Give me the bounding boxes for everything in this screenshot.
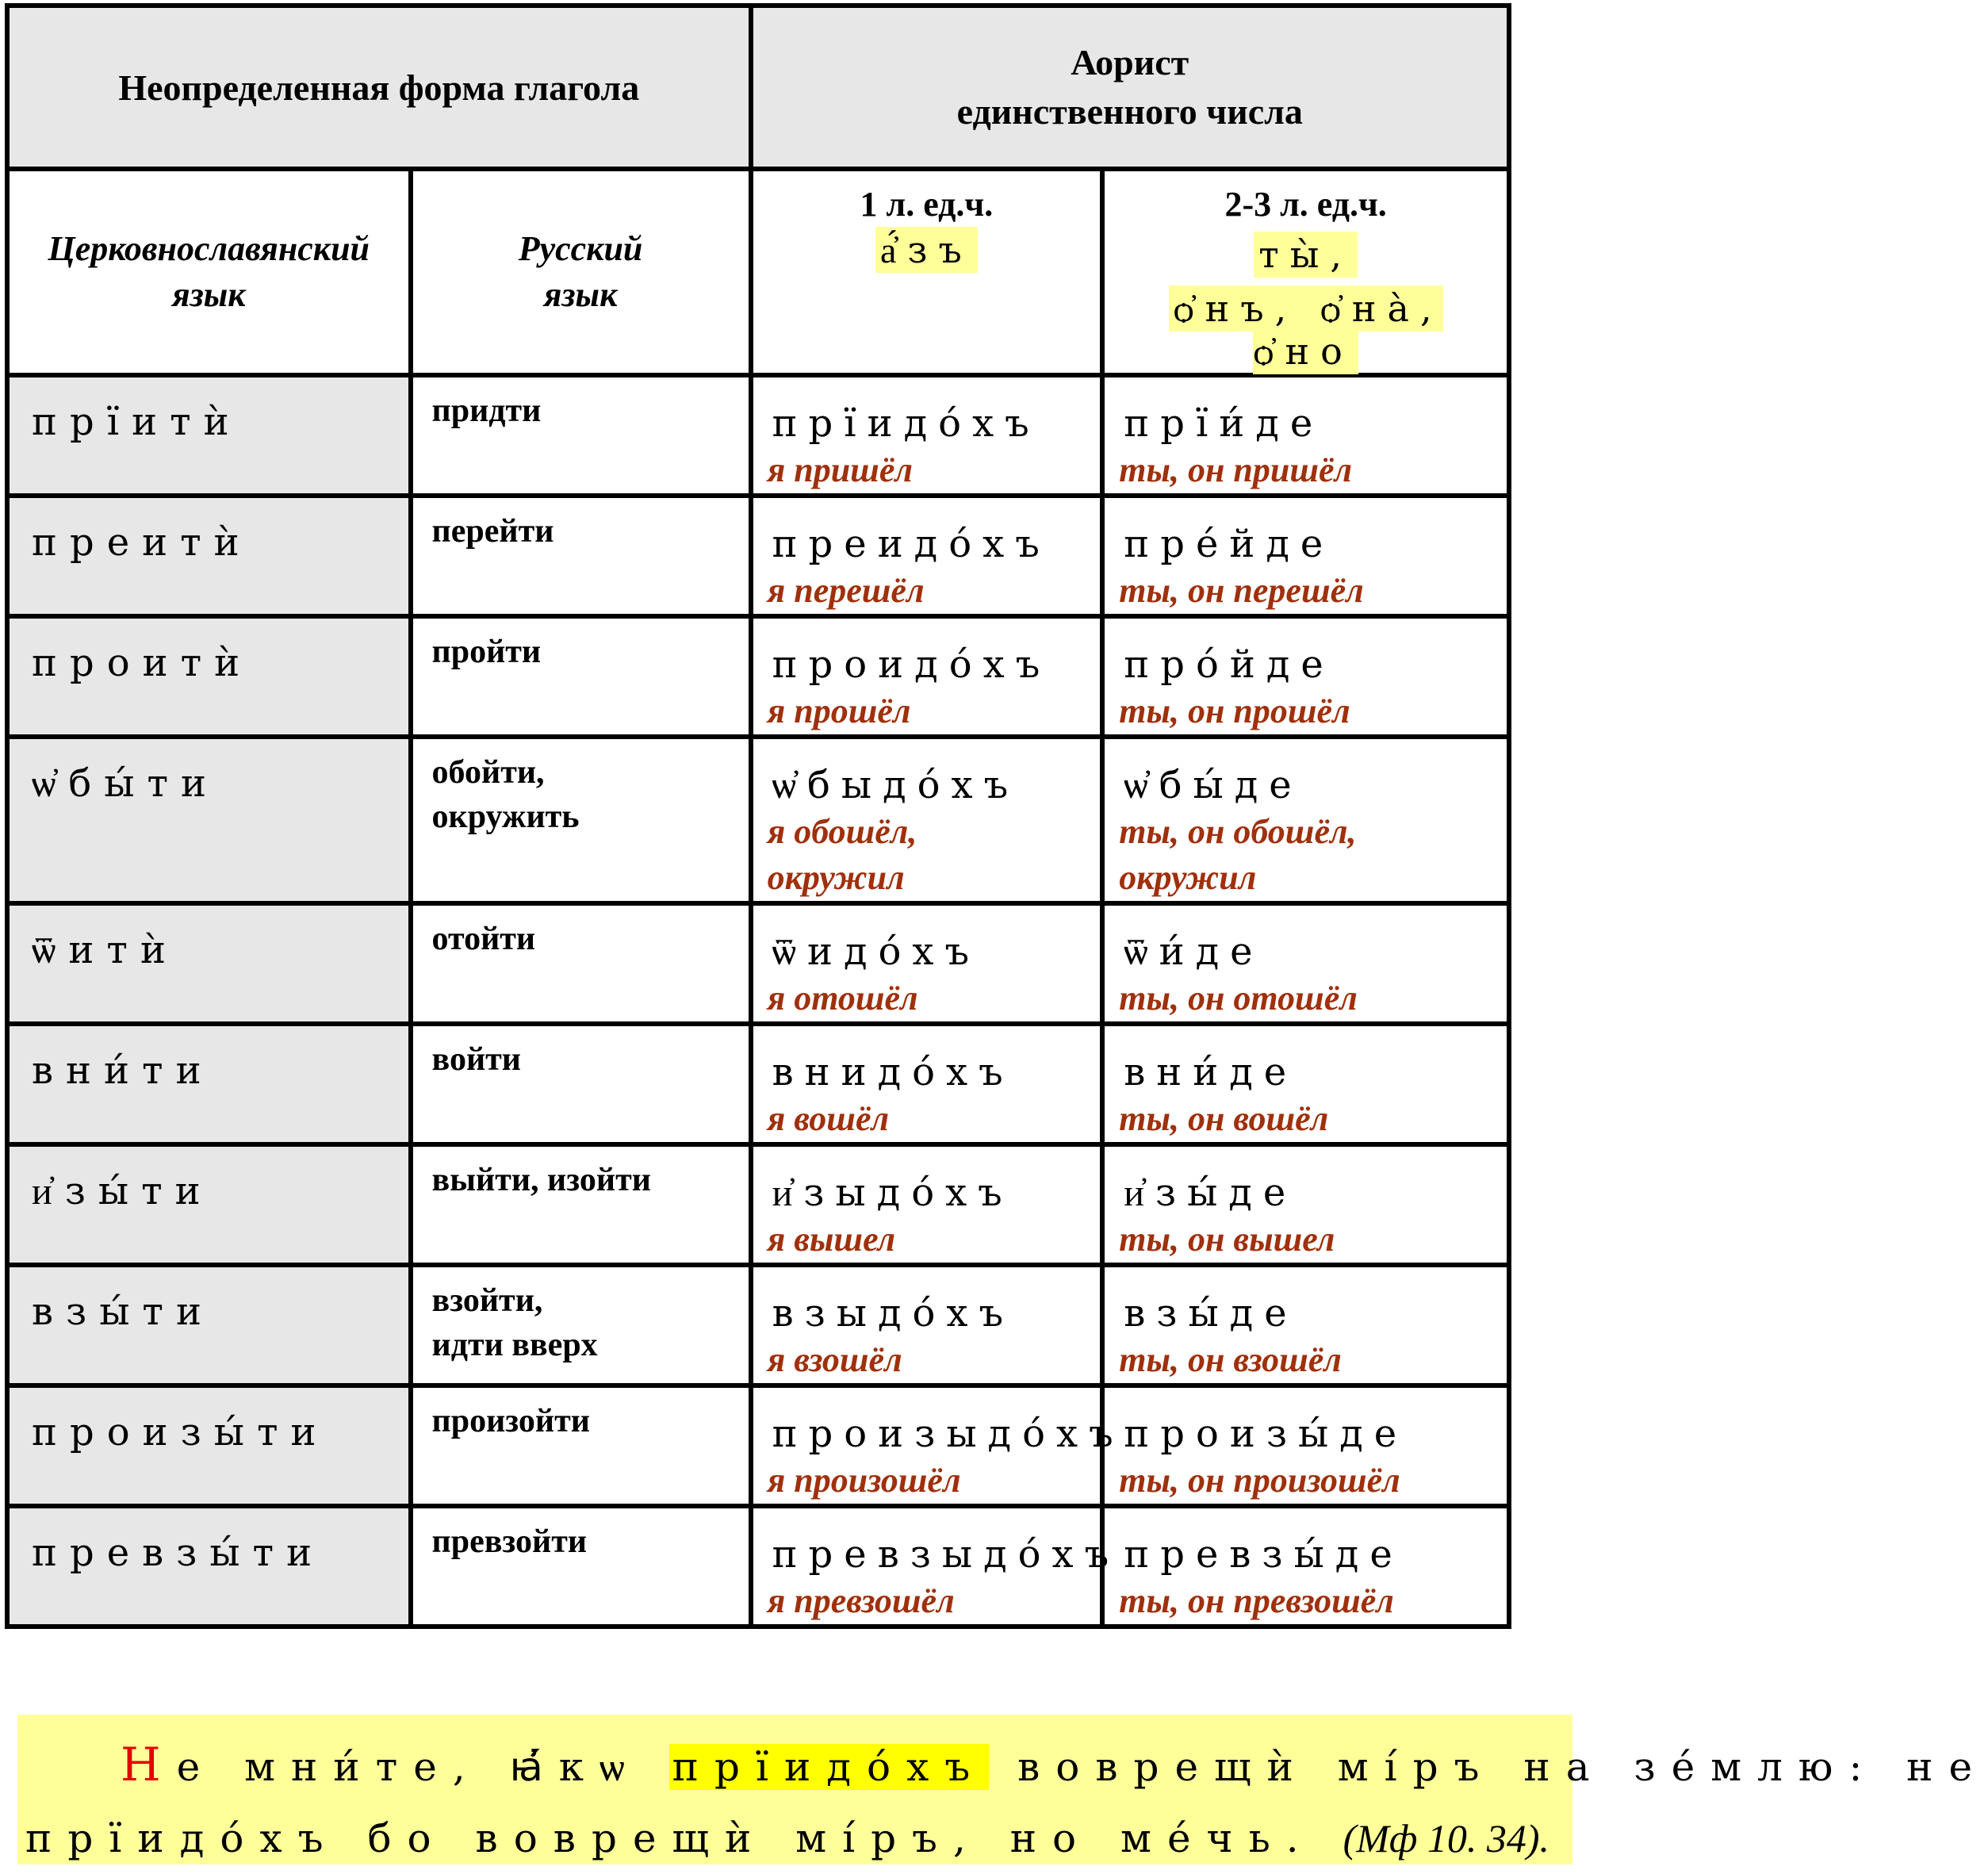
second-third-translation: ты, он обошёл, окружил [1119, 812, 1357, 897]
second-third-pronoun-1: ты̀, [1254, 232, 1358, 278]
first-person-cell [751, 616, 1103, 737]
ru-infinitive: обойти, окружить [431, 754, 580, 835]
first-person-translation: я перешёл [767, 571, 925, 610]
ru-infinitive-cell [411, 1144, 751, 1265]
subheader-first-person [751, 169, 1103, 375]
second-third-form: и҆зы́де [1124, 1171, 1297, 1215]
quote-initial: Н [121, 1738, 177, 1792]
csl-infinitive: вни́ти [32, 1048, 214, 1093]
second-third-form: прїи́де [1124, 401, 1324, 446]
csl-infinitive-cell [7, 496, 411, 616]
first-person-translation: я произошёл [767, 1461, 961, 1500]
ru-infinitive-cell [411, 496, 751, 616]
ru-infinitive-cell [411, 1265, 751, 1385]
second-third-person-cell [1102, 1024, 1509, 1144]
second-third-translation: ты, он отошёл [1119, 979, 1358, 1017]
first-person-translation: я обошёл, окружил [767, 812, 917, 897]
first-person-form: превзыдо́хъ [772, 1532, 1120, 1577]
ru-infinitive: выйти, изойти [431, 1162, 651, 1198]
first-person-cell [751, 1144, 1103, 1265]
second-third-form: превзы́де [1124, 1532, 1404, 1577]
first-person-form: взыдо́хъ [772, 1291, 1015, 1336]
second-third-person-cell [1102, 1265, 1509, 1385]
ru-infinitive-cell [411, 1506, 751, 1627]
csl-infinitive: и҆зы́ти [32, 1169, 213, 1213]
second-third-person-cell [1102, 616, 1509, 737]
quote-line1-b: воврещѝ мі́ръ на зе́млю: не [1017, 1744, 1988, 1790]
first-person-form: преидо́хъ [772, 522, 1051, 566]
second-third-form: про́йде [1124, 642, 1335, 687]
first-person-form: ѿидо́хъ [772, 929, 981, 974]
first-person-form: проидо́хъ [772, 642, 1051, 687]
first-person-form: произыдо́хъ [772, 1412, 1124, 1456]
second-third-label: 2-3 л. ед.ч. [1224, 185, 1387, 224]
ru-infinitive: произойти [431, 1403, 590, 1439]
header-aorist-line1: Аорист [1071, 42, 1189, 82]
second-third-person-cell [1102, 496, 1509, 616]
header-aorist-line2: единственного числа [956, 91, 1303, 132]
table-row [7, 1506, 1509, 1627]
first-person-translation: я пришёл [767, 450, 913, 489]
second-third-translation: ты, он взошёл [1119, 1340, 1342, 1379]
first-person-translation: я вышел [767, 1220, 896, 1259]
second-third-form: взы́де [1124, 1291, 1298, 1336]
verb-rows [7, 375, 1509, 1627]
first-person-cell [751, 1265, 1103, 1385]
csl-infinitive-cell [7, 1144, 411, 1265]
header-infinitive [7, 6, 751, 169]
ru-infinitive: войти [431, 1041, 521, 1078]
second-third-form: пре́йде [1124, 522, 1335, 566]
csl-infinitive: преитѝ [32, 520, 252, 565]
csl-infinitive: проитѝ [32, 641, 253, 685]
first-person-translation: я вошёл [767, 1099, 890, 1138]
first-person-translation: я взошёл [767, 1340, 902, 1379]
ru-infinitive: придти [431, 393, 542, 429]
first-person-translation: я отошёл [767, 979, 918, 1017]
subheader-second-third-person [1102, 169, 1509, 375]
second-third-translation: ты, он перешёл [1119, 571, 1364, 610]
subheader-csl [7, 169, 411, 375]
second-third-form: произы́де [1124, 1412, 1408, 1456]
second-third-pronoun-2: ѻ҆нъ, ѻ҆на̀, ѻ҆но [1169, 286, 1443, 374]
first-person-form: внидо́хъ [772, 1050, 1014, 1094]
table-row [7, 496, 1509, 616]
csl-infinitive-cell [7, 1265, 411, 1385]
second-third-translation: ты, он превзошёл [1119, 1581, 1394, 1620]
first-person-cell [751, 1024, 1103, 1144]
second-third-person-cell [1102, 1385, 1509, 1506]
csl-infinitive-cell [7, 1024, 411, 1144]
table-row [7, 1385, 1509, 1506]
ru-infinitive-cell [411, 616, 751, 737]
csl-infinitive: произы́ти [32, 1410, 329, 1454]
second-third-form: вни́де [1124, 1050, 1298, 1094]
table-row [7, 1265, 1509, 1385]
table-row [7, 737, 1509, 903]
subheader-row [7, 169, 1509, 375]
csl-infinitive-cell [7, 375, 411, 496]
second-third-person-cell [1102, 737, 1509, 903]
csl-infinitive: прїитѝ [32, 400, 242, 444]
quote-line-2 [25, 1803, 1565, 1874]
second-third-translation: ты, он прошёл [1119, 692, 1350, 730]
quote-reference: (Мф 10. 34). [1343, 1816, 1550, 1861]
first-person-translation: я прошёл [767, 692, 911, 730]
ru-infinitive: перейти [431, 513, 554, 550]
quote-line1-a: е мни́те, ꙗ҆́кѡ [176, 1744, 641, 1790]
csl-infinitive-cell [7, 1506, 411, 1627]
ru-infinitive-cell [411, 375, 751, 496]
table-row [7, 903, 1509, 1024]
first-person-cell [751, 1506, 1120, 1627]
ru-infinitive-cell [411, 1385, 751, 1506]
second-third-person-cell [1102, 1144, 1509, 1265]
second-third-person-cell [1102, 375, 1509, 496]
second-third-person-cell [1102, 903, 1509, 1024]
second-third-translation: ты, он вышел [1119, 1220, 1335, 1259]
second-third-form: ѿи́де [1124, 929, 1264, 974]
first-person-form: ѡ҆быдо́хъ [772, 763, 1020, 807]
subheader-csl-line1: Церковнославянский [48, 229, 370, 268]
csl-infinitive-cell [7, 616, 411, 737]
csl-infinitive: ѿитѝ [32, 928, 178, 972]
table-row [7, 616, 1509, 737]
second-third-translation: ты, он пришёл [1119, 450, 1353, 489]
csl-infinitive-cell [7, 1385, 411, 1506]
second-third-person-cell [1102, 1506, 1509, 1627]
first-person-cell [751, 1385, 1124, 1506]
header-infinitive-text: Неопределенная форма глагола [118, 67, 640, 108]
first-person-translation: я превзошёл [767, 1581, 955, 1620]
ru-infinitive: превзойти [431, 1523, 588, 1560]
csl-infinitive: взы́ти [32, 1290, 214, 1334]
ru-infinitive: взойти, идти вверх [431, 1282, 598, 1363]
table-row [7, 1144, 1509, 1265]
table-row [7, 375, 1509, 496]
header-row [7, 6, 1509, 169]
scripture-quote [17, 1715, 1988, 1864]
second-third-translation: ты, он вошёл [1119, 1099, 1329, 1138]
subheader-csl-line2: язык [171, 275, 246, 314]
table-row [7, 1024, 1509, 1144]
aorist-table [5, 3, 1511, 1629]
csl-infinitive-cell [7, 737, 411, 903]
quote-line2-text: прїидо́хъ бо воврещѝ мі́ръ, но ме́чь. [25, 1815, 1315, 1861]
subheader-ru-line2: язык [543, 275, 618, 314]
first-person-label: 1 л. ед.ч. [860, 185, 994, 224]
ru-infinitive: пройти [431, 634, 542, 670]
header-aorist [751, 6, 1509, 169]
ru-infinitive: отойти [431, 921, 536, 957]
first-person-pronoun: а҆́зъ [875, 227, 978, 273]
second-third-translation: ты, он произошёл [1119, 1461, 1400, 1500]
first-person-cell [751, 375, 1103, 496]
ru-infinitive-cell [411, 737, 751, 903]
first-person-form: и҆зыдо́хъ [772, 1171, 1013, 1215]
ru-infinitive-cell [411, 903, 751, 1024]
csl-infinitive: превзы́ти [32, 1531, 325, 1575]
subheader-ru [411, 169, 751, 375]
first-person-cell [751, 903, 1103, 1024]
first-person-form: прїидо́хъ [772, 401, 1040, 446]
quote-highlight: прїидо́хъ [669, 1744, 990, 1790]
second-third-form: ѡ҆бы́де [1124, 763, 1303, 807]
subheader-ru-line1: Русский [518, 229, 643, 268]
first-person-cell [751, 737, 1103, 903]
csl-infinitive: ѡ҆бы́ти [32, 761, 220, 806]
first-person-cell [751, 496, 1103, 616]
csl-infinitive-cell [7, 903, 411, 1024]
ru-infinitive-cell [411, 1024, 751, 1144]
quote-line-1 [25, 1729, 1988, 1803]
